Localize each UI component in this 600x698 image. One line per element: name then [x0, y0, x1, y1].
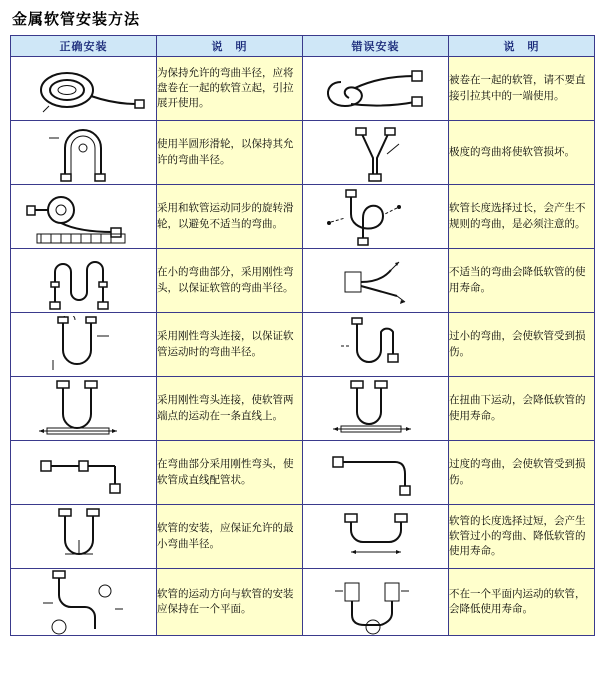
wrong-illustration-improper-bend-icon: [303, 249, 449, 313]
correct-illustration-one-plane-motion-icon: [11, 569, 157, 636]
correct-caption: 采用和软管运动同步的旋转滑轮，以避免不适当的弯曲。: [157, 185, 303, 249]
table-row: [11, 121, 595, 185]
correct-illustration-minimum-bend-radius-icon: [11, 505, 157, 569]
wrong-caption: 被卷在一起的软管，请不要直接引拉其中的一端使用。: [449, 57, 595, 121]
wrong-illustration-out-of-plane-motion-icon: [303, 569, 449, 636]
correct-illustration-hose-over-pulley-icon: [11, 121, 157, 185]
table-row: [11, 377, 595, 441]
correct-caption: 软管的安装，应保证允许的最小弯曲半径。: [157, 505, 303, 569]
wrong-illustration-coiled-hose-pulled-icon: [303, 57, 449, 121]
correct-caption: 在小的弯曲部分，采用刚性弯头，以保证软管的弯曲半径。: [157, 249, 303, 313]
correct-caption: 使用半圆形滑轮，以保持其允许的弯曲半径。: [157, 121, 303, 185]
header-wrong-text: 说 明: [449, 36, 595, 57]
correct-illustration-straight-line-motion-icon: [11, 377, 157, 441]
correct-illustration-rotating-pulley-icon: [11, 185, 157, 249]
table-row: [11, 505, 595, 569]
table-row: [11, 569, 595, 636]
wrong-caption: 过度的弯曲，会使软管受到损伤。: [449, 441, 595, 505]
table-header-row: [11, 36, 595, 57]
wrong-illustration-hose-sharp-bend-icon: [303, 121, 449, 185]
wrong-caption: 不适当的弯曲会降低软管的使用寿命。: [449, 249, 595, 313]
wrong-caption: 极度的弯曲将使软管损坏。: [449, 121, 595, 185]
correct-illustration-coiled-hose-upright-icon: [11, 57, 157, 121]
wrong-caption: 过小的弯曲，会使软管受到损伤。: [449, 313, 595, 377]
wrong-caption: 不在一个平面内运动的软管，会降低使用寿命。: [449, 569, 595, 636]
wrong-illustration-excessive-bend-icon: [303, 441, 449, 505]
correct-caption: 软管的运动方向与软管的安装应保持在一个平面。: [157, 569, 303, 636]
table-body: [11, 57, 595, 636]
table-row: [11, 441, 595, 505]
correct-caption: 在弯曲部分采用刚性弯头，使软管成直线配管状。: [157, 441, 303, 505]
table-header: [11, 36, 595, 57]
correct-illustration-rigid-elbow-small-bend-icon: [11, 249, 157, 313]
wrong-caption: 在扭曲下运动，会降低软管的使用寿命。: [449, 377, 595, 441]
header-wrong-image: 错误安装: [303, 36, 449, 57]
table-row: [11, 57, 595, 121]
correct-caption: 采用刚性弯头连接，以保证软管运动时的弯曲半径。: [157, 313, 303, 377]
wrong-illustration-twisted-motion-icon: [303, 377, 449, 441]
table-row: [11, 185, 595, 249]
correct-caption: 采用刚性弯头连接，使软管两端点的运动在一条直线上。: [157, 377, 303, 441]
correct-caption: 为保持允许的弯曲半径，应将盘卷在一起的软管立起，引拉展开使用。: [157, 57, 303, 121]
wrong-caption: 软管长度选择过长，会产生不规则的弯曲，是必须注意的。: [449, 185, 595, 249]
correct-illustration-rigid-elbow-moving-hose-icon: [11, 313, 157, 377]
header-correct-text: 说 明: [157, 36, 303, 57]
wrong-illustration-hose-too-long-icon: [303, 185, 449, 249]
header-correct-image: 正确安装: [11, 36, 157, 57]
wrong-caption: 软管的长度选择过短，会产生软管过小的弯曲、降低软管的使用寿命。: [449, 505, 595, 569]
table-row: [11, 313, 595, 377]
wrong-illustration-tight-bend-icon: [303, 313, 449, 377]
wrong-illustration-hose-too-short-icon: [303, 505, 449, 569]
installation-methods-table: [10, 35, 595, 636]
correct-illustration-straight-piping-icon: [11, 441, 157, 505]
table-row: [11, 249, 595, 313]
page-title: 金属软管安装方法: [12, 10, 141, 28]
